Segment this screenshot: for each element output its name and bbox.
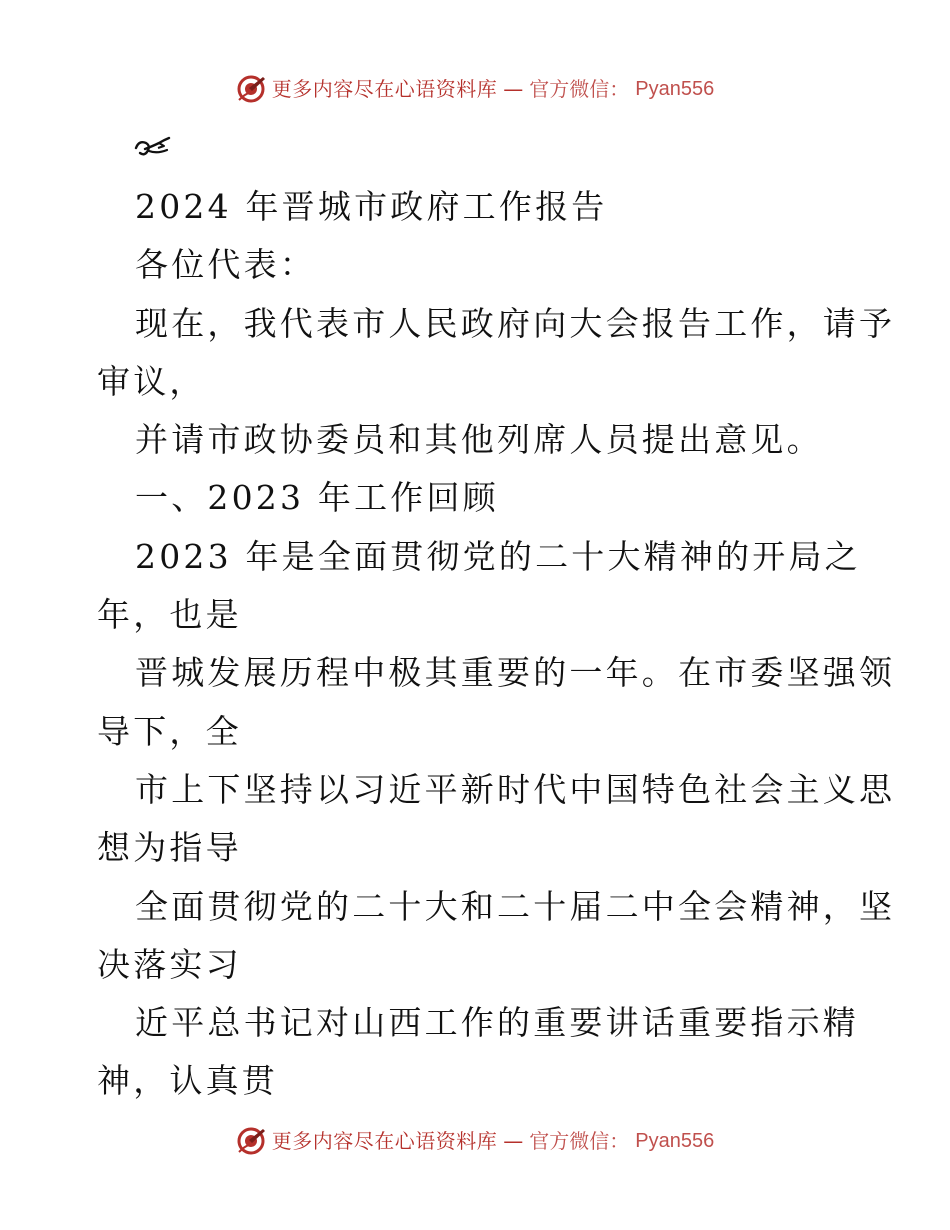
doc-line: 现在，我代表市人民政府向大会报告工作，请予 <box>135 303 896 343</box>
watermark-title: 更多内容尽在心语资料库 <box>271 1129 498 1153</box>
doc-line: 审议， <box>97 361 206 401</box>
doc-line: 市上下坚持以习近平新时代中国特色社会主义思 <box>135 769 896 809</box>
watermark-dash: — <box>503 77 524 101</box>
doc-line: 想为指导 <box>97 828 242 868</box>
flourish-ornament-icon <box>133 134 173 162</box>
doc-line: 神，认真贯 <box>97 1061 278 1101</box>
doc-line: 一、2023 年工作回顾 <box>135 478 499 518</box>
doc-line: 2023 年是全面贯彻党的二十大精神的开局之 <box>135 536 861 576</box>
watermark-wechat-label: 官方微信： <box>529 77 630 101</box>
doc-line: 各位代表： <box>135 245 316 285</box>
doc-line: 年，也是 <box>97 595 242 635</box>
watermark-dash: — <box>503 1129 524 1153</box>
header-watermark <box>0 74 950 104</box>
pen-seal-logo-icon <box>236 1126 266 1156</box>
doc-line: 近平总书记对山西工作的重要讲话重要指示精 <box>135 1003 859 1043</box>
watermark-wechat-id: Pyan556 <box>635 1130 715 1152</box>
doc-line: 导下，全 <box>97 711 242 751</box>
doc-line: 2024 年晋城市政府工作报告 <box>135 187 608 226</box>
doc-line: 并请市政协委员和其他列席人员提出意见。 <box>135 420 823 460</box>
footer-watermark <box>0 1126 950 1156</box>
document-body <box>97 178 896 1111</box>
doc-line: 全面贯彻党的二十大和二十届二中全会精神，坚 <box>135 886 896 926</box>
watermark-title: 更多内容尽在心语资料库 <box>271 77 498 101</box>
pen-seal-logo-icon <box>236 74 266 104</box>
watermark-wechat-label: 官方微信： <box>529 1129 630 1153</box>
watermark-wechat-id: Pyan556 <box>635 78 715 100</box>
doc-line: 晋城发展历程中极其重要的一年。在市委坚强领 <box>135 653 896 693</box>
doc-line: 决落实习 <box>97 944 242 984</box>
